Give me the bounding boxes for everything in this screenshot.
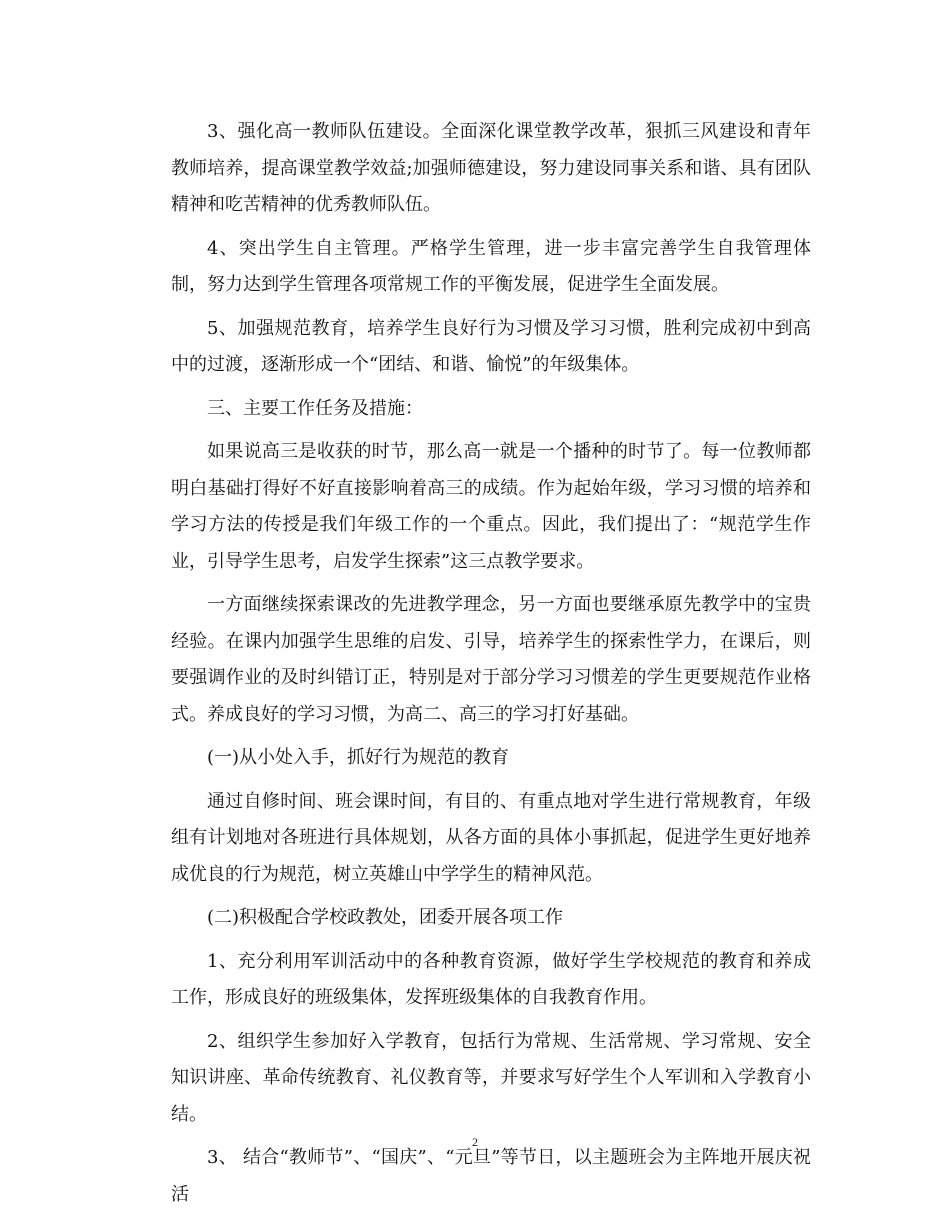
paragraph-student-self-management: 4、突出学生自主管理。严格学生管理，进一步丰富完善学生自我管理体制，努力达到学生管理各项常规工作的平衡发展，促进学生全面发展。: [171, 237, 811, 295]
page-number: 2: [472, 1135, 478, 1149]
subheading-behavior-norms: (一)从小处入手，抓好行为规范的教育: [207, 747, 510, 768]
paragraph-teaching-ideas: 一方面继续探索课改的先进教学理念，另一方面也要继承原先教学中的宝贵经验。在课内加强学生思维的启发、引导，培养学生的探索性学力，在课后，则要强调作业的及时纠错订正，特别是对于部分学习习惯差的学生更要规范作业格式。养成良好的学习习惯，为高二、高三的学习打好基础。: [171, 594, 811, 725]
paragraph-teacher-team: 3、强化高一教师队伍建设。全面深化课堂教学改革，狠抓三风建设和青年教师培养，提高课堂教学效益;加强师德建设，努力建设同事关系和谐、具有团队精神和吃苦精神的优秀教师队伍。: [171, 121, 811, 215]
paragraph-norm-education: 5、加强规范教育，培养学生良好行为习惯及学习习惯，胜利完成初中到高中的过渡，逐渐形成一个“团结、和谐、愉悦”的年级集体。: [171, 317, 811, 375]
subheading-cooperation: (二)积极配合学校政教处，团委开展各项工作: [207, 907, 564, 928]
paragraph-routine-education: 通过自修时间、班会课时间，有目的、有重点地对学生进行常规教育，年级组有计划地对各班进行具体规划，从各方面的具体小事抓起，促进学生更好地养成优良的行为规范，树立英雄山中学学生的精神风范。: [171, 790, 811, 885]
paragraph-military-training: 1、充分利用军训活动中的各种教育资源，做好学生学校规范的教育和养成工作，形成良好的班级集体，发挥班级集体的自我教育作用。: [171, 950, 811, 1008]
document-body: [171, 114, 811, 1220]
paragraph-holiday-activities: 3、 结合“教师节”、“国庆”、“元旦”等节日，以主题班会为主阵地开展庆祝活: [171, 1147, 811, 1205]
paragraph-sowing-season: 如果说高三是收获的时节，那么高一就是一个播种的时节了。每一位教师都明白基础打得好不好直接影响着高三的成绩。作为起始年级，学习习惯的培养和学习方法的传授是我们年级工作的一个重点。因此，我们提出了：“规范学生作业，引导学生思考，启发学生探索”这三点教学要求。: [171, 441, 811, 572]
paragraph-entrance-education: 2、组织学生参加好入学教育，包括行为常规、生活常规、学习常规、安全知识讲座、革命传统教育、礼仪教育等，并要求写好学生个人军训和入学教育小结。: [171, 1030, 811, 1125]
section-heading-main-tasks: 三、主要工作任务及措施：: [207, 397, 423, 419]
